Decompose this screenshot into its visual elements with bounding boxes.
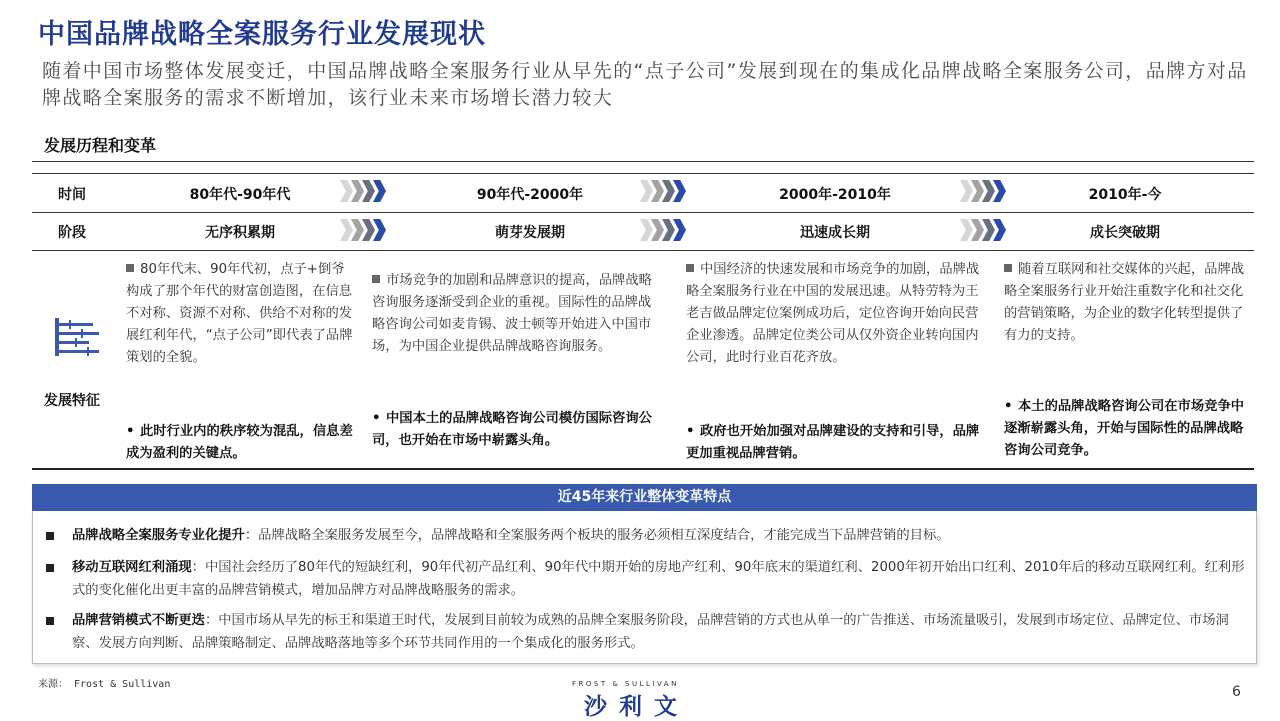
chevron-arrow-icon xyxy=(340,219,392,241)
divider-stage-row xyxy=(32,250,1254,251)
divider-bottom xyxy=(32,468,1254,470)
summary-item-text: ：中国社会经历了80年代的短缺红利，90年代初产品红利、90年代中期开始的房地产红利、90年底末的渠道红利、2000年初开始出口红利、2010年后的移动互联网红利。红利形式的变化催化出更丰富的品牌营销模式，增加品牌方对品牌战略服务的需求。 xyxy=(72,560,1245,598)
description-2 xyxy=(372,270,664,358)
page-subtitle: 随着中国市场整体发展变迁，中国品牌战略全案服务行业从早先的“点子公司”发展到现在的集成化品牌战略全案服务公司，品牌方对品牌战略全案服务的需求不断增加，该行业未来市场增长潜力较大 xyxy=(42,60,1248,109)
period-3: 2000年-2010年 xyxy=(779,187,891,203)
summary-item-text: ：品牌战略全案服务发展至今，品牌战略和全案服务两个板块的服务必须相互深度结合，才能完成当下品牌营销的目标。 xyxy=(244,528,950,543)
timeline-bars-icon xyxy=(53,316,103,358)
page-number: 6 xyxy=(1232,684,1241,700)
divider-top xyxy=(32,161,1254,162)
chevron-arrow-icon xyxy=(960,219,1012,241)
description-4 xyxy=(1004,259,1248,347)
square-bullet-icon xyxy=(46,617,54,625)
row-label-stage: 阶段 xyxy=(58,225,86,241)
square-bullet-icon xyxy=(1004,264,1012,272)
key-point-text: 政府也开始加强对品牌建设的支持和引导，品牌更加重视品牌营销。 xyxy=(686,424,980,461)
chevron-arrow-icon xyxy=(640,180,692,202)
description-1 xyxy=(126,259,356,369)
divider-header-top xyxy=(32,173,1254,174)
description-3 xyxy=(686,259,986,369)
chevron-arrow-icon xyxy=(640,219,692,241)
key-point-3: • 政府也开始加强对品牌建设的支持和引导，品牌更加重视品牌营销。 xyxy=(686,424,980,461)
summary-item-3 xyxy=(46,609,1246,655)
period-4: 2010年-今 xyxy=(1088,187,1162,203)
stage-1: 无序积累期 xyxy=(205,225,275,241)
period-2: 90年代-2000年 xyxy=(476,187,584,203)
summary-item-1 xyxy=(46,524,1246,547)
divider-time-row xyxy=(32,212,1254,213)
key-point-text: 中国本土的品牌战略咨询公司模仿国际咨询公司，也开始在市场中崭露头角。 xyxy=(372,411,652,448)
key-point-text: 本土的品牌战略咨询公司在市场竞争中逐渐崭露头角，开始与国际性的品牌战略咨询公司竞争。 xyxy=(1004,399,1245,458)
description-text: 市场竞争的加剧和品牌意识的提高，品牌战略咨询服务逐渐受到企业的重视。国际性的品牌战略咨询公司如麦肯锡、波士顿等开始进入中国市场，为中国企业提供品牌战略咨询服务。 xyxy=(372,273,652,354)
square-bullet-icon xyxy=(686,264,694,272)
page-title: 中国品牌战略全案服务行业发展现状 xyxy=(38,19,486,50)
chevron-arrow-icon xyxy=(960,180,1012,202)
logo-chinese: 沙利文 xyxy=(584,694,689,720)
summary-item-2 xyxy=(46,556,1246,602)
key-point-2: • 中国本土的品牌战略咨询公司模仿国际咨询公司，也开始在市场中崭露头角。 xyxy=(372,411,652,448)
square-bullet-icon xyxy=(372,275,380,283)
description-text: 中国经济的快速发展和市场竞争的加剧，品牌战略全案服务行业在中国的发展迅速。从特劳特为王老吉做品牌定位案例成功后，定位咨询开始向民营企业渗透。品牌定位类公司从仅外资企业转向国内公司，此时行业百花齐放。 xyxy=(686,262,980,365)
key-point-4: • 本土的品牌战略咨询公司在市场竞争中逐渐崭露头角，开始与国际性的品牌战略咨询公司竞争。 xyxy=(1004,399,1245,458)
logo-english: FROST & SULLIVAN xyxy=(572,680,679,688)
stage-2: 萌芽发展期 xyxy=(495,225,565,241)
chevron-arrow-icon xyxy=(340,180,392,202)
summary-item-text: ：中国市场从早先的标王和渠道王时代，发展到目前较为成熟的品牌全案服务阶段，品牌营销的方式也从单一的广告推送、市场流量吸引，发展到市场定位、品牌定位、市场洞察、发展方向判断、品牌策略制定、品牌战略落地等多个环节共同作用的一个集成化的服务形式。 xyxy=(72,613,1229,651)
key-point-1: • 此时行业内的秩序较为混乱，信息差成为盈利的关键点。 xyxy=(126,424,353,461)
square-bullet-icon xyxy=(126,264,134,272)
stage-4: 成长突破期 xyxy=(1090,225,1160,241)
row-label-time: 时间 xyxy=(58,187,86,203)
square-bullet-icon xyxy=(46,532,54,540)
summary-title-bar: 近45年来行业整体变革特点 xyxy=(32,484,1257,511)
source-note: 来源： Frost & Sullivan xyxy=(38,679,171,690)
summary-item-heading: 移动互联网红利涌现 xyxy=(72,560,192,575)
period-1: 80年代-90年代 xyxy=(189,187,291,203)
summary-item-heading: 品牌战略全案服务专业化提升 xyxy=(72,528,245,543)
row-label-features: 发展特征 xyxy=(44,393,100,409)
description-text: 80年代末、90年代初，点子+倒爷构成了那个年代的财富创造图，在信息不对称、资源不对称、供给不对称的发展红利年代，“点子公司”即代表了品牌策划的全貌。 xyxy=(126,262,353,365)
summary-item-heading: 品牌营销模式不断更迭 xyxy=(72,613,205,628)
key-point-text: 此时行业内的秩序较为混乱，信息差成为盈利的关键点。 xyxy=(126,424,353,461)
stage-3: 迅速成长期 xyxy=(800,225,870,241)
description-text: 随着互联网和社交媒体的兴起，品牌战略全案服务行业开始注重数字化和社交化的营销策略，为企业的数字化转型提供了有力的支持。 xyxy=(1004,262,1245,343)
section-label: 发展历程和变革 xyxy=(44,136,157,155)
square-bullet-icon xyxy=(46,564,54,572)
